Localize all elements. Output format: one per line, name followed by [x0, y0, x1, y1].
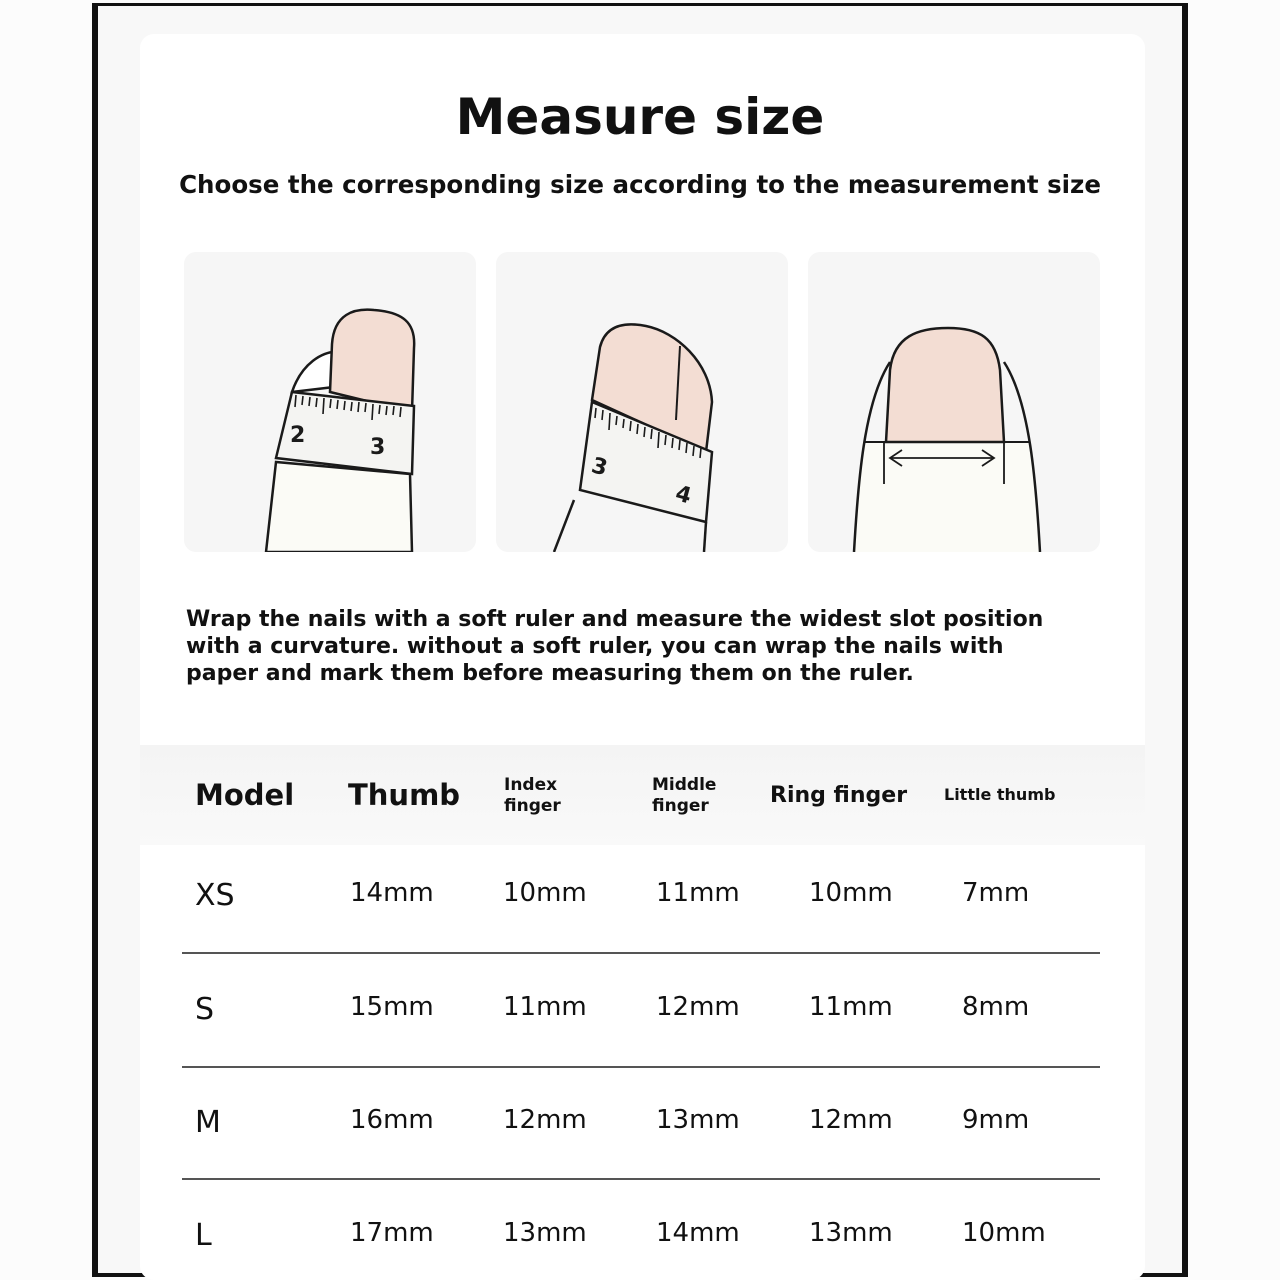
index-finger-cell: 12mm	[503, 1105, 587, 1135]
index-finger-cell: 13mm	[503, 1218, 587, 1248]
thumb-cell: 16mm	[350, 1105, 434, 1135]
thumb-cell: 14mm	[350, 878, 434, 908]
column-header-thumb: Thumb	[348, 778, 461, 812]
column-header-index-finger	[504, 775, 561, 817]
page-subtitle: Choose the corresponding size according to the measurement size	[179, 170, 1101, 199]
table-row	[0, 878, 1280, 938]
model-cell: XS	[195, 878, 235, 913]
middle-finger-cell: 12mm	[656, 992, 740, 1022]
header-line: Middle	[652, 775, 717, 795]
middle-finger-cell: 14mm	[656, 1218, 740, 1248]
column-header-little-thumb: Little thumb	[944, 785, 1056, 804]
page-title: Measure size	[455, 88, 825, 146]
model-cell: L	[195, 1218, 212, 1253]
instruction-line: Wrap the nails with a soft ruler and measure the widest slot position	[186, 607, 1044, 632]
table-row	[0, 992, 1280, 1052]
finger-ruler-illustration	[496, 252, 788, 552]
measurement-instructions	[186, 606, 1086, 687]
row-divider	[182, 1066, 1100, 1068]
table-row	[0, 1105, 1280, 1165]
ruler-mark-3: 3	[370, 435, 386, 460]
thumb-ruler-drawing	[184, 252, 476, 552]
model-cell: S	[195, 992, 215, 1027]
thumb-cell: 17mm	[350, 1218, 434, 1248]
ring-finger-cell: 12mm	[809, 1105, 893, 1135]
little-thumb-cell: 9mm	[962, 1105, 1030, 1135]
ruler-mark-3: 3	[588, 453, 610, 482]
header-line: Index	[504, 775, 558, 795]
model-cell: M	[195, 1105, 221, 1140]
nail-width-drawing	[808, 252, 1100, 552]
nail-width-illustration	[808, 252, 1100, 552]
column-header-middle-finger	[652, 775, 716, 817]
little-thumb-cell: 8mm	[962, 992, 1030, 1022]
ring-finger-cell: 11mm	[809, 992, 893, 1022]
thumb-cell: 15mm	[350, 992, 434, 1022]
little-thumb-cell: 10mm	[962, 1218, 1046, 1248]
ruler-mark-4: 4	[672, 481, 694, 510]
finger-ruler-drawing	[496, 252, 788, 552]
ring-finger-cell: 10mm	[809, 878, 893, 908]
column-header-ring-finger: Ring finger	[770, 783, 908, 808]
ruler-mark-2: 2	[290, 423, 306, 448]
middle-finger-cell: 11mm	[656, 878, 740, 908]
row-divider	[182, 1178, 1100, 1180]
little-thumb-cell: 7mm	[962, 878, 1030, 908]
ring-finger-cell: 13mm	[809, 1218, 893, 1248]
header-line: finger	[652, 796, 709, 816]
middle-finger-cell: 13mm	[656, 1105, 740, 1135]
instruction-line: with a curvature. without a soft ruler, you can wrap the nails with	[186, 634, 1004, 659]
index-finger-cell: 11mm	[503, 992, 587, 1022]
thumb-ruler-illustration	[184, 252, 476, 552]
table-row	[0, 1218, 1280, 1278]
header-line: finger	[504, 796, 561, 816]
column-header-model: Model	[195, 778, 295, 812]
instruction-line: paper and mark them before measuring them on the ruler.	[186, 661, 914, 686]
row-divider	[182, 952, 1100, 954]
index-finger-cell: 10mm	[503, 878, 587, 908]
